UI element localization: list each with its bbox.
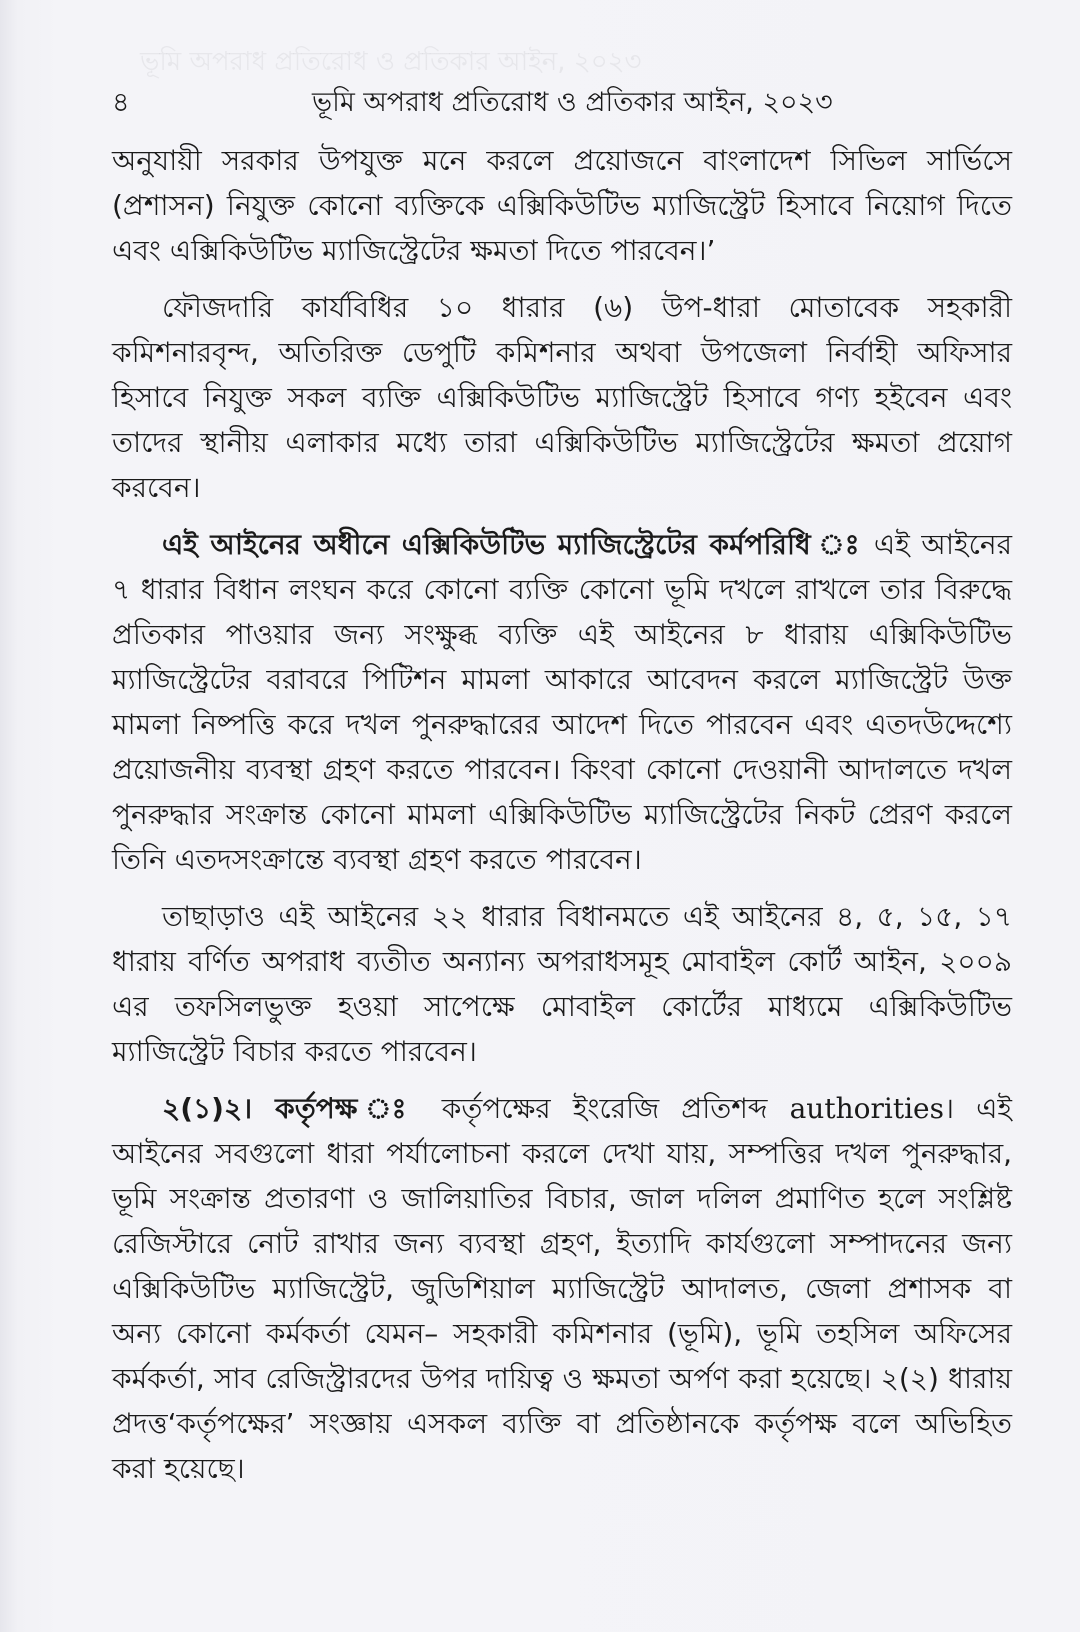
paragraph [112,285,1012,510]
paragraph [112,894,1012,1074]
section-heading: ২(১)২। কর্তৃপক্ষ ঃ [162,1092,420,1125]
page-header [112,82,1020,122]
paragraph [112,522,1012,882]
english-term: authorities [789,1092,944,1125]
paragraph-text: কর্তৃপক্ষের ইংরেজি প্রতিশব্দ [419,1092,790,1125]
paragraph [112,1086,1012,1491]
section-heading: এই আইনের অধীনে এক্সিকিউটিভ ম্যাজিস্ট্রেটের কর্মপরিধি ঃ [162,528,863,561]
paragraph [112,138,1012,273]
page-body [112,138,1012,1503]
page-number: ৪ [112,87,130,118]
paragraph-text: । এই আইনের সবগুলো ধারা পর্যালোচনা করলে দেখা যায়, সম্পত্তির দখল পুনরুদ্ধার, ভূমি সংক্রান্ত প্রতারণা ও জালিয়াতির বিচার, জাল দলিল প্রমাণিত হলে সংশ্লিষ্ট রেজিস্টারে নোট রাখার জন্য ব্যবস্থা গ্রহণ, ইত্যাদি কার্যগুলো সম্পাদনের জন্য এক্সিকিউটিভ ম্যাজিস্ট্রেট, জুডিশিয়াল ম্যাজিস্ট্রেট আদালত, জেলা প্রশাসক বা অন্য কোনো কর্মকর্তা যেমন– সহকারী কমিশনার (ভূমি), ভূমি তহসিল অফিসের কর্মকর্তা, সাব রেজিস্ট্রারদের উপর দায়িত্ব ও ক্ষমতা অর্পণ করা হয়েছে। ২(২) ধারায় প্রদত্ত‘কর্তৃপক্ষের’ সংজ্ঞায় এসকল ব্যক্তি বা প্রতিষ্ঠানকে কর্তৃপক্ষ বলে অভিহিত করা হয়েছে। [112,1092,1012,1485]
paragraph-text: ফৌজদারি কার্যবিধির ১০ ধারার (৬) উপ-ধারা মোতাবেক সহকারী কমিশনারবৃন্দ, অতিরিক্ত ডেপুটি কমিশনার অথবা উপজেলা নির্বাহী অফিসার হিসাবে নিযুক্ত সকল ব্যক্তি এক্সিকিউটিভ ম্যাজিস্ট্রেট হিসাবে গণ্য হইবেন এবং তাদের স্থানীয় এলাকার মধ্যে তারা এক্সিকিউটিভ ম্যাজিস্ট্রেটের ক্ষমতা প্রয়োগ করবেন। [112,291,1012,504]
paragraph-text: তাছাড়াও এই আইনের ২২ ধারার বিধানমতে এই আইনের ৪, ৫, ১৫, ১৭ ধারায় বর্ণিত অপরাধ ব্যতীত অন্যান্য অপরাধসমূহ মোবাইল কোর্ট আইন, ২০০৯ এর তফসিলভুক্ত হওয়া সাপেক্ষে মোবাইল কোর্টের মাধ্যমে এক্সিকিউটিভ ম্যাজিস্ট্রেট বিচার করতে পারবেন। [112,900,1012,1068]
paragraph-text: এই আইনের ৭ ধারার বিধান লংঘন করে কোনো ব্যক্তি কোনো ভূমি দখলে রাখলে তার বিরুদ্ধে প্রতিকার পাওয়ার জন্য সংক্ষুব্ধ ব্যক্তি এই আইনের ৮ ধারায় এক্সিকিউটিভ ম্যাজিস্ট্রেটের বরাবরে পিটিশন মামলা আকারে আবেদন করলে ম্যাজিস্ট্রেট উক্ত মামলা নিষ্পত্তি করে দখল পুনরুদ্ধারের আদেশ দিতে পারবেন এবং এতদউদ্দেশ্যে প্রয়োজনীয় ব্যবস্থা গ্রহণ করতে পারবেন। কিংবা কোনো দেওয়ানী আদালতে দখল পুনরুদ্ধার সংক্রান্ত কোনো মামলা এক্সিকিউটিভ ম্যাজিস্ট্রেটের নিকট প্রেরণ করলে তিনি এতদসংক্রান্তে ব্যবস্থা গ্রহণ করতে পারবেন। [112,528,1012,876]
running-title: ভূমি অপরাধ প্রতিরোধ ও প্রতিকার আইন, ২০২৩ [312,87,833,118]
bleed-through-text: ভূমি অপরাধ প্রতিরোধ ও প্রতিকার আইন, ২০২৩ [140,47,642,77]
paragraph-text: অনুযায়ী সরকার উপযুক্ত মনে করলে প্রয়োজনে বাংলাদেশ সিভিল সার্ভিসে (প্রশাসন) নিযুক্ত কোনো ব্যক্তিকে এক্সিকিউটিভ ম্যাজিস্ট্রেট হিসাবে নিয়োগ দিতে এবং এক্সিকিউটিভ ম্যাজিস্ট্রেটের ক্ষমতা দিতে পারবেন।’ [112,144,1012,267]
